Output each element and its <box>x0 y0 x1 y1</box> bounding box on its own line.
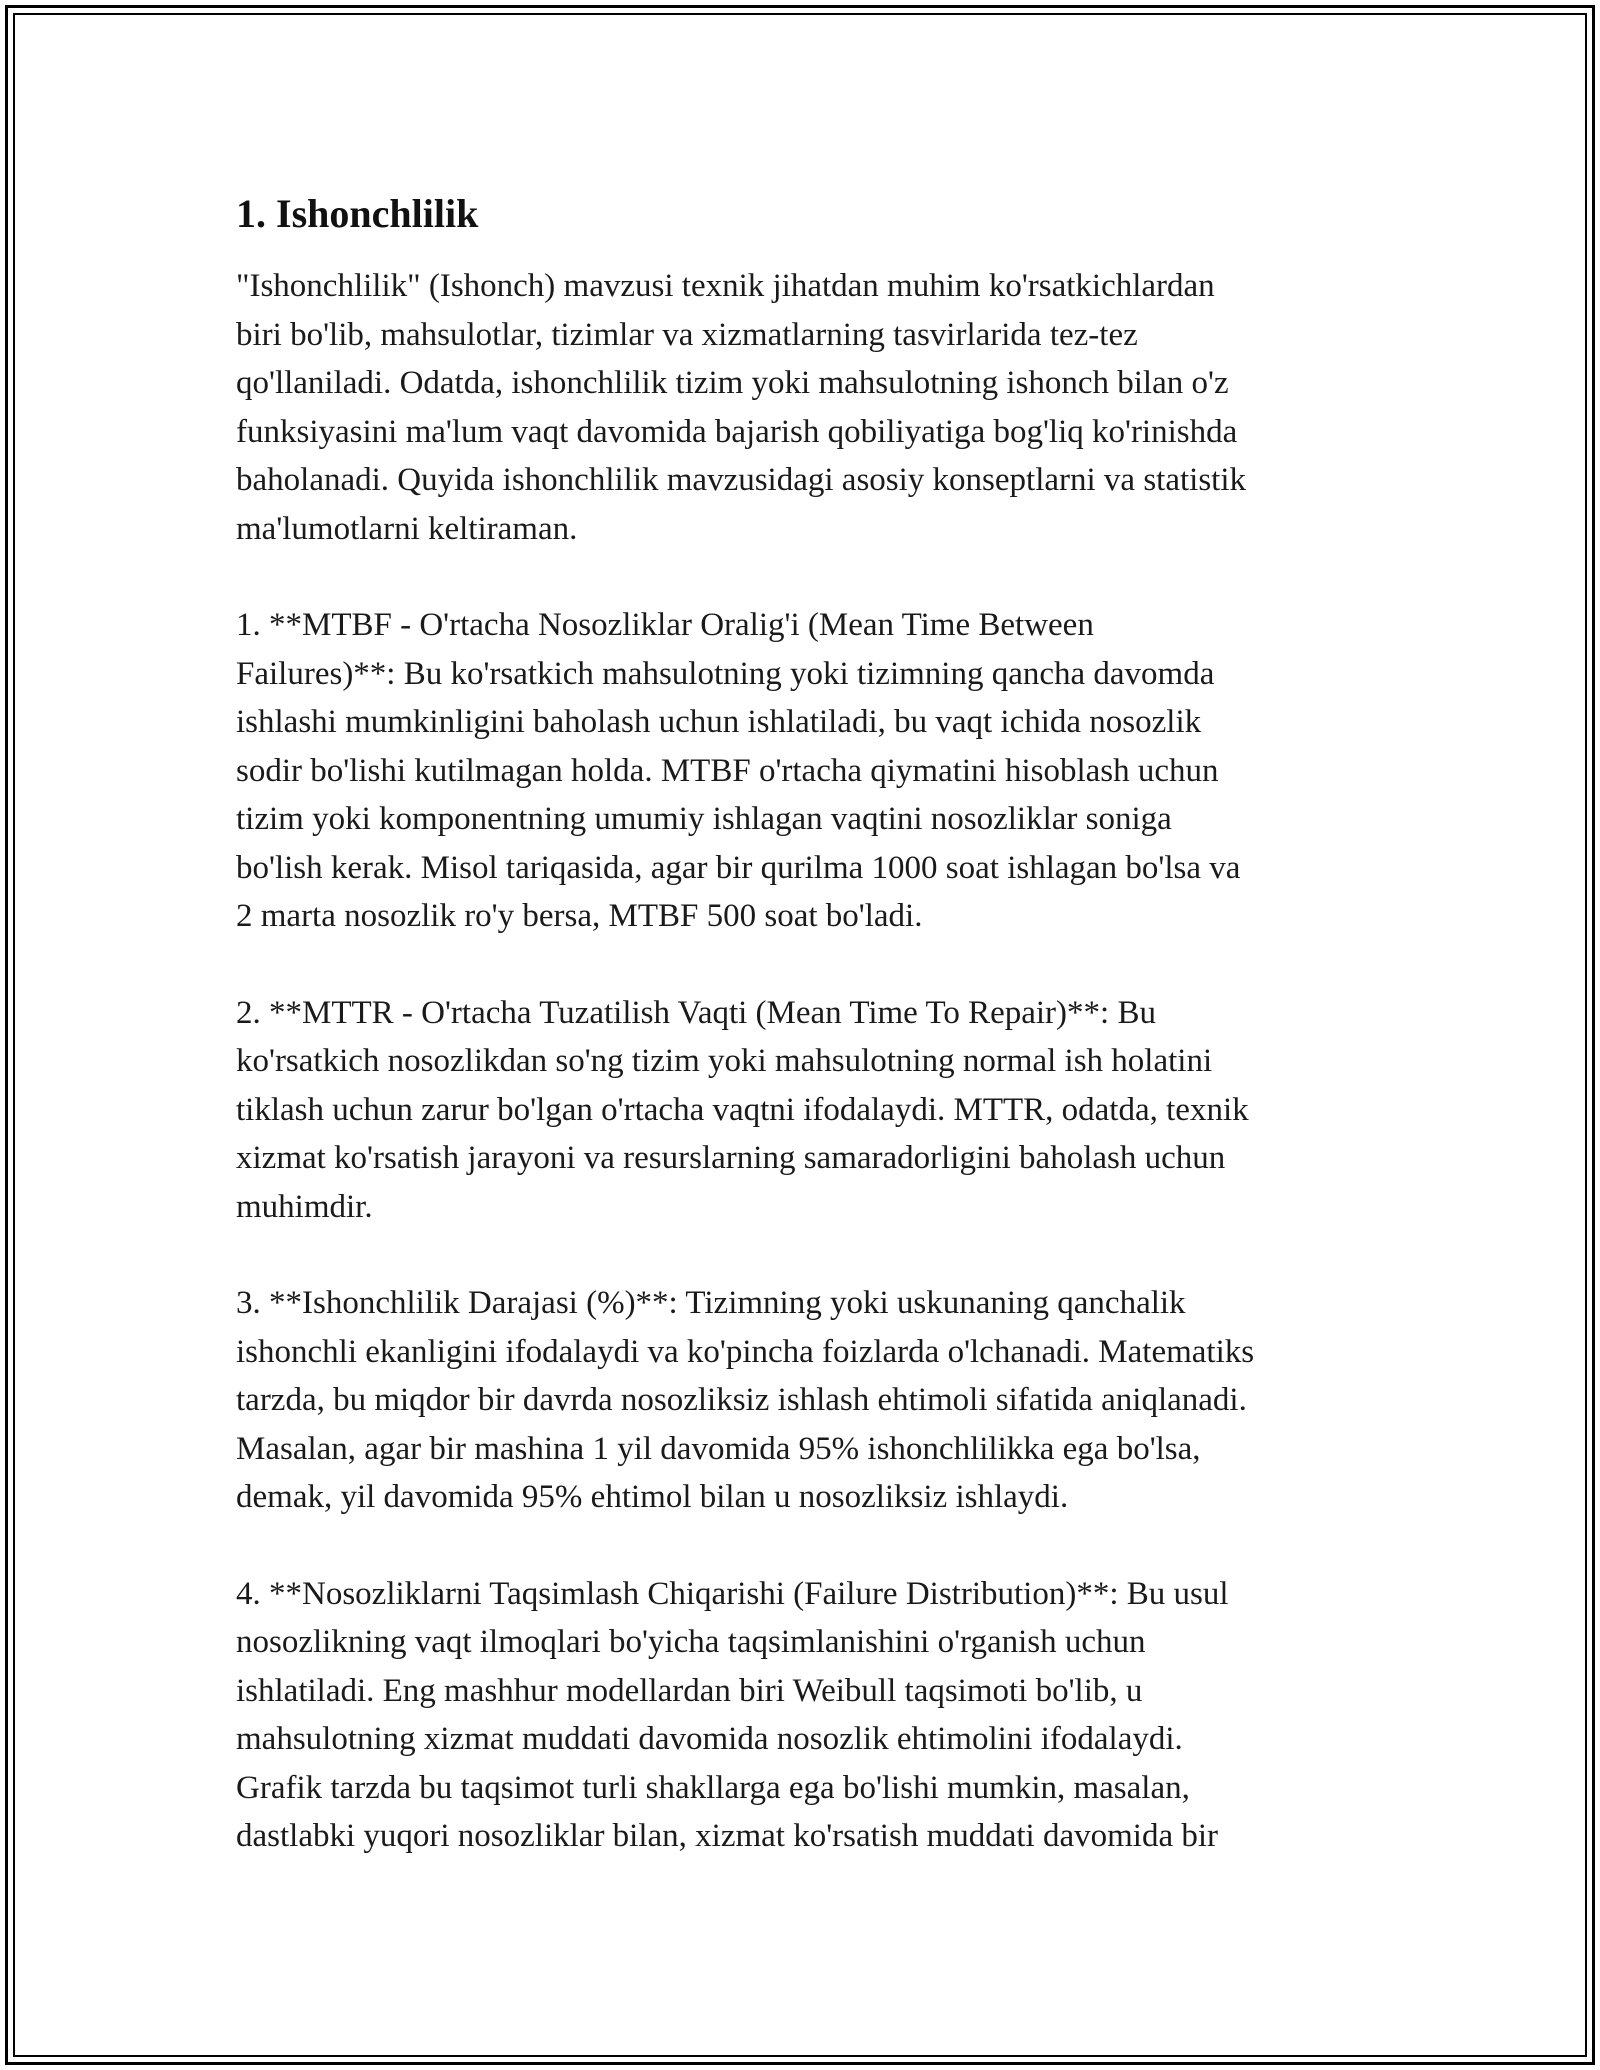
mttr-paragraph: 2. **MTTR - O'rtacha Tuzatilish Vaqti (Mean Time To Repair)**: Bu ko'rsatkich nosozlikdan so'ng tizim yoki mahsulotning normal ish holatini tiklash uchun zarur bo'lgan o'rtacha vaqtni ifodalaydi. MTTR, odatda, texnik xizmat ko'rsatish jarayoni va resurslarning samaradorligini baholash uchun muhimdir. <box>236 994 1249 1225</box>
mtbf-paragraph: 1. **MTBF - O'rtacha Nosozliklar Oralig'i (Mean Time Between Failures)**: Bu ko'rsatkich mahsulotning yoki tizimning qancha davomda ishlashi mumkinligini baholash uchun ishlatiladi, bu vaqt ichida nosozlik sodir bo'lishi kutilmagan holda. MTBF o'rtacha qiymatini hisoblash uchun tizim yoki komponentning umumiy ishlagan vaqtini nosozliklar soniga bo'lish kerak. Misol tariqasida, agar bir qurilma 1000 soat ishlagan bo'lsa va 2 marta nosozlik ro'y bersa, MTBF 500 soat bo'ladi. <box>236 607 1241 934</box>
document-body <box>236 186 1376 1909</box>
failure-distribution-paragraph: 4. **Nosozliklarni Taqsimlash Chiqarishi (Failure Distribution)**: Bu usul nosozlikning vaqt ilmoqlari bo'yicha taqsimlanishini o'rganish uchun ishlatiladi. Eng mashhur modellardan biri Weibull taqsimoti bo'lib, u mahsulotning xizmat muddati davomida nosozlik ehtimolini ifodalaydi. Grafik tarzda bu taqsimot turli shakllarga ega bo'lishi mumkin, masalan, dastlabki yuqori nosozliklar bilan, xizmat ko'rsatish muddati davomida bir <box>236 1575 1229 1854</box>
page-title: 1. Ishonchlilik <box>236 191 479 236</box>
reliability-level-paragraph: 3. **Ishonchlilik Darajasi (%)**: Tizimning yoki uskunaning qanchalik ishonchli ekanligini ifodalaydi va ko'pincha foizlarda o'lchanadi. Matematiks tarzda, bu miqdor bir davrda nosozliksiz ishlash ehtimoli sifatida aniqlanadi. Masalan, agar bir mashina 1 yil davomida 95% ishonchlilikka ega bo'lsa, demak, yil davomida 95% ehtimol bilan u nosozliksiz ishlaydi. <box>236 1285 1255 1515</box>
intro-paragraph: "Ishonchlilik" (Ishonch) mavzusi texnik jihatdan muhim ko'rsatkichlardan biri bo'lib, mahsulotlar, tizimlar va xizmatlarning tasvirlarida tez-tez qo'llaniladi. Odatda, ishonchlilik tizim yoki mahsulotning ishonch bilan o'z funksiyasini ma'lum vaqt davomida bajarish qobiliyatiga bog'liq ko'rinishda baholanadi. Quyida ishonchlilik mavzusidagi asosiy konseptlarni va statistik ma'lumotlarni keltiraman. <box>236 268 1246 547</box>
